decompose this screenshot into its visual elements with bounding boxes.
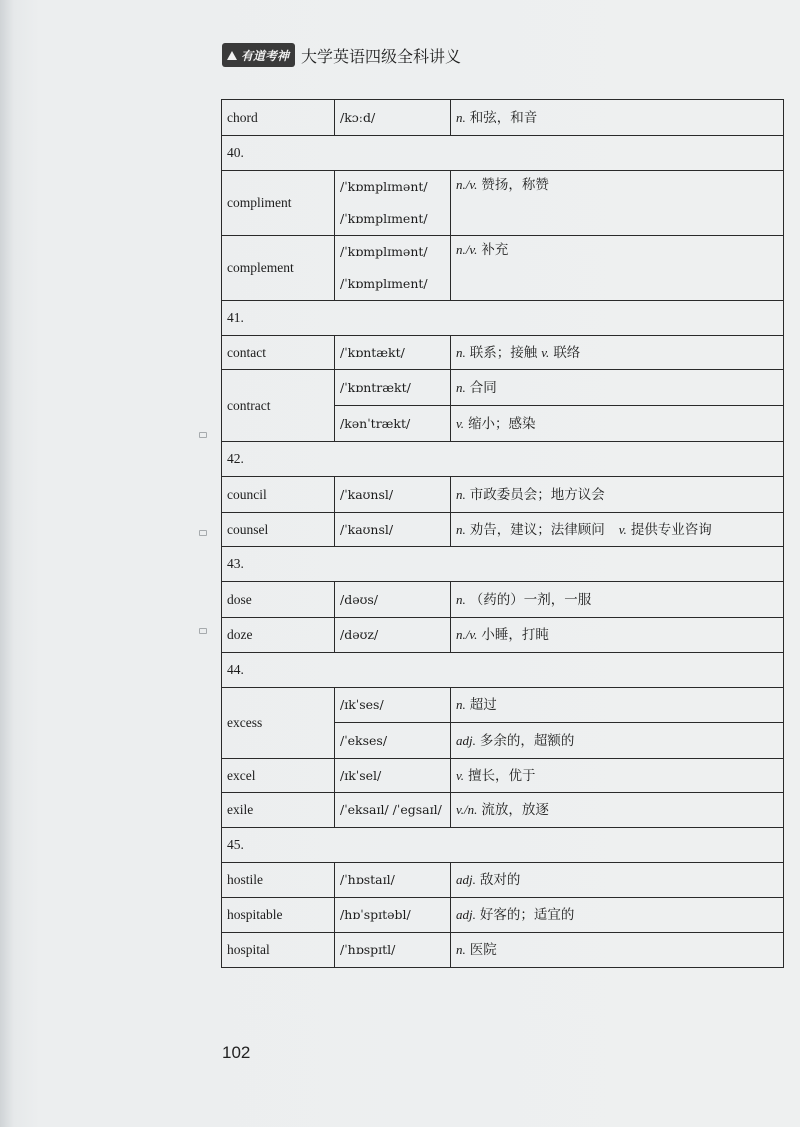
definition-cell [451, 236, 784, 301]
definition-cell [451, 370, 784, 406]
word-cell: contact [222, 336, 335, 370]
group-row [222, 653, 784, 688]
part-of-speech: v. [456, 767, 465, 783]
table-row [222, 618, 784, 653]
word-cell: counsel [222, 513, 335, 547]
group-number: 45. [222, 828, 784, 863]
phonetic-line: /ˈkɒmplɪment/ [340, 276, 428, 291]
table-row [222, 236, 784, 301]
page-header [222, 41, 461, 69]
definition-cell [451, 863, 784, 898]
part-of-speech: n. [456, 942, 466, 957]
group-row [222, 442, 784, 477]
phonetic-cell: /ɪkˈsel/ [335, 759, 451, 793]
word-cell: exile [222, 793, 335, 828]
phonetic-cell: /ˈhɒspɪtl/ [335, 933, 451, 968]
phonetic-cell: /ˈeksaɪl/ /ˈegsaɪl/ [335, 793, 451, 828]
word-cell: hospitable [222, 898, 335, 933]
group-row [222, 301, 784, 336]
group-number: 40. [222, 136, 784, 171]
phonetic-cell: /hɒˈspɪtəbl/ [335, 898, 451, 933]
part-of-speech: v. [456, 415, 465, 431]
meaning: 和弦，和音 [469, 109, 538, 126]
part-of-speech: adj. [456, 907, 476, 922]
definition-cell [451, 406, 784, 442]
definition-cell [451, 100, 784, 136]
word-cell: contract [222, 370, 335, 442]
meaning: 小睡，打盹 [481, 627, 549, 643]
definition-cell [451, 336, 784, 370]
part-of-speech: n./v. [456, 627, 478, 642]
phonetic-cell: /dəʊz/ [335, 618, 451, 653]
table-row [222, 898, 784, 933]
table-row [222, 793, 784, 828]
word-cell: excel [222, 759, 335, 793]
phonetic-cell: /ˈekses/ [335, 723, 451, 759]
group-row [222, 136, 784, 171]
part-of-speech: v./n. [456, 802, 478, 817]
table-row [222, 582, 784, 618]
word-cell: hostile [222, 863, 335, 898]
meaning: 联络 [553, 344, 581, 361]
phonetic-cell: /kənˈtrækt/ [335, 406, 451, 442]
phonetic-cell: /ɪkˈses/ [335, 688, 451, 723]
owl-logo-icon [226, 49, 238, 61]
definition-cell [451, 793, 784, 828]
page-number: 102 [222, 1043, 251, 1062]
brand-logo [222, 43, 295, 67]
meaning: 劝告，建议；法律顾问 [469, 521, 605, 538]
part-of-speech: n./v. [456, 242, 478, 257]
meaning: 流放，放逐 [481, 802, 549, 818]
word-cell: compliment [222, 171, 335, 236]
part-of-speech: n. [456, 697, 466, 712]
table-row [222, 171, 784, 236]
group-number: 43. [222, 547, 784, 582]
definition-cell [451, 723, 784, 759]
part-of-speech: n. [456, 109, 466, 125]
phonetic-line: /ˈkɒmplɪment/ [340, 211, 428, 226]
group-number: 42. [222, 442, 784, 477]
meaning: 超过 [469, 697, 497, 713]
meaning: 缩小；感染 [468, 415, 536, 432]
definition-cell [451, 759, 784, 793]
table-row [222, 370, 784, 406]
scan-mark [199, 628, 207, 634]
table-row [222, 513, 784, 547]
part-of-speech: n. [456, 379, 466, 395]
part-of-speech: adj. [456, 872, 476, 887]
word-cell: dose [222, 582, 335, 618]
definition-cell [451, 933, 784, 968]
meaning: 赞扬，称赞 [481, 177, 549, 193]
table-row [222, 863, 784, 898]
meaning: 医院 [469, 942, 497, 958]
scan-mark [199, 530, 207, 536]
phonetic-cell: /ˈkaʊnsl/ [335, 513, 451, 547]
word-cell: doze [222, 618, 335, 653]
part-of-speech: n. [456, 486, 466, 502]
definition-cell [451, 582, 784, 618]
phonetic-cell [335, 171, 451, 236]
word-cell: hospital [222, 933, 335, 968]
phonetic-cell: /ˈkɒntrækt/ [335, 370, 451, 406]
phonetic-cell: /kɔːd/ [335, 100, 451, 136]
brand-logo-text: 有道考神 [241, 48, 290, 63]
part-of-speech: adj. [456, 732, 476, 748]
meaning: 敌对的 [479, 872, 521, 888]
phonetic-line: /ˈkɒmplɪmənt/ [340, 244, 428, 259]
scan-mark [199, 432, 207, 438]
phonetic-line: /ˈkɒmplɪmənt/ [340, 179, 428, 194]
part-of-speech: v. [618, 521, 627, 537]
phonetic-cell: /ˈkɒntækt/ [335, 336, 451, 370]
group-number: 44. [222, 653, 784, 688]
phonetic-cell: /ˈhɒstaɪl/ [335, 863, 451, 898]
table-row [222, 933, 784, 968]
group-number: 41. [222, 301, 784, 336]
word-cell: council [222, 477, 335, 513]
part-of-speech: n. [456, 344, 466, 360]
definition-cell [451, 513, 784, 547]
word-cell: chord [222, 100, 335, 136]
definition-cell [451, 477, 784, 513]
table-row [222, 336, 784, 370]
table-row [222, 100, 784, 136]
meaning: 合同 [469, 379, 497, 396]
phonetic-cell: /ˈkaʊnsl/ [335, 477, 451, 513]
definition-cell [451, 618, 784, 653]
table-row [222, 688, 784, 723]
meaning: 多余的，超额的 [479, 732, 575, 749]
table-row [222, 759, 784, 793]
book-title: 大学英语四级全科讲义 [301, 46, 462, 66]
definition-cell [451, 171, 784, 236]
meaning: 补充 [481, 242, 509, 258]
word-cell: excess [222, 688, 335, 759]
meaning: 好客的；适宜的 [479, 907, 575, 923]
part-of-speech: n. [456, 591, 466, 607]
meaning: （药的）一剂，一服 [469, 591, 592, 608]
group-row [222, 547, 784, 582]
phonetic-cell [335, 236, 451, 301]
meaning: 擅长，优于 [468, 767, 536, 784]
vocabulary-table [221, 99, 784, 968]
group-row [222, 828, 784, 863]
definition-cell [451, 688, 784, 723]
definition-cell [451, 898, 784, 933]
meaning: 提供专业咨询 [630, 521, 712, 538]
word-cell: complement [222, 236, 335, 301]
part-of-speech: n./v. [456, 177, 478, 192]
meaning: 市政委员会；地方议会 [469, 486, 605, 503]
phonetic-cell: /dəʊs/ [335, 582, 451, 618]
meaning: 联系；接触 [469, 344, 538, 361]
table-row [222, 477, 784, 513]
part-of-speech: v. [541, 344, 550, 360]
part-of-speech: n. [456, 521, 466, 537]
